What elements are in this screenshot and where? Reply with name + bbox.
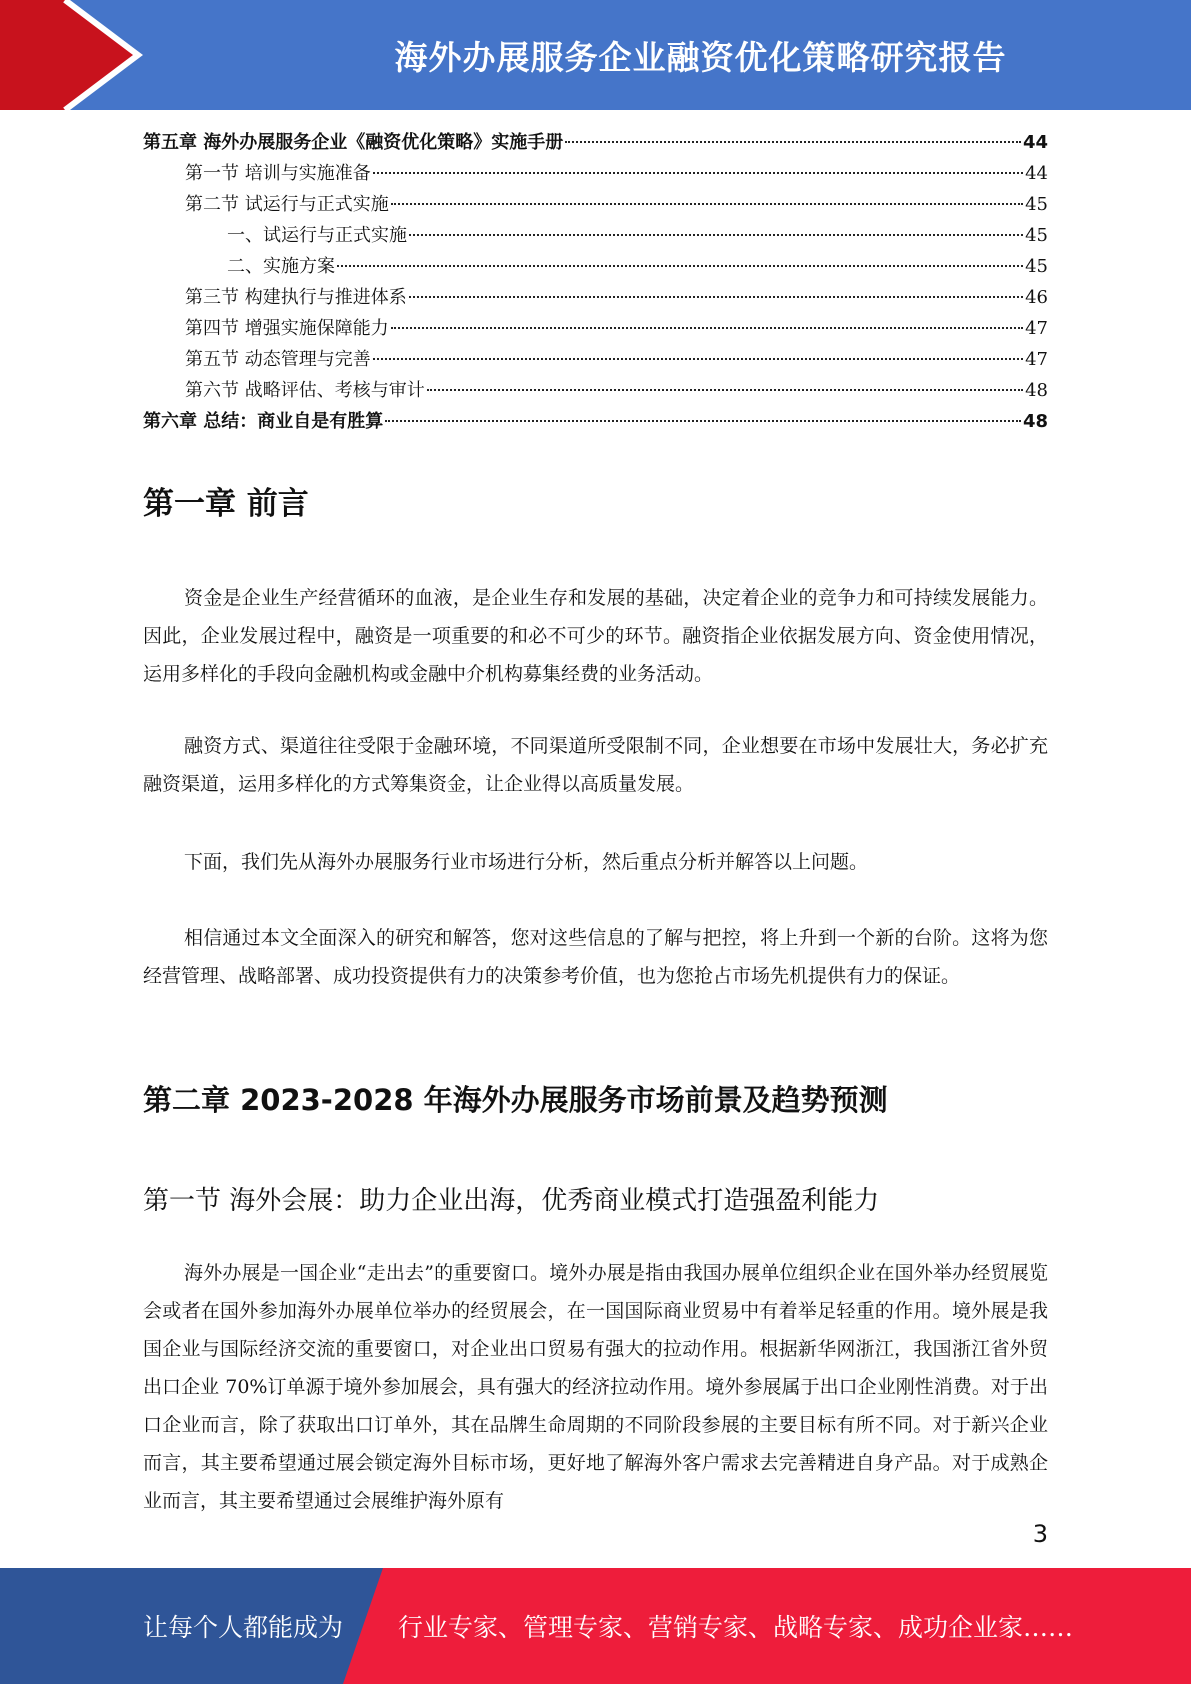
toc-page: 44 — [1025, 163, 1048, 184]
section-paragraph: 海外办展是一国企业“走出去”的重要窗口。境外办展是指由我国办展单位组织企业在国外举办经贸展览会或者在国外参加海外办展单位举办的经贸展会，在一国国际商业贸易中有着举足轻重的作用。境外展是我国企业与国际经济交流的重要窗口，对企业出口贸易有强大的拉动作用。根据新华网浙江，我国浙江省外贸出口企业 70%订单源于境外参加展会，具有强大的经济拉动作用。境外参展属于出口企业刚性消费。对于出口企业而言，除了获取出口订单外，其在品牌生命周期的不同阶段参展的主要目标有所不同。对于新兴企业而言，其主要希望通过展会锁定海外目标市场，更好地了解海外客户需求去完善精进自身产品。对于成熟企业而言，其主要希望通过会展维护海外原有 — [143, 1262, 1048, 1512]
toc-leader — [391, 203, 1023, 205]
toc-page: 45 — [1025, 256, 1048, 277]
toc-leader — [391, 327, 1023, 329]
toc-page: 46 — [1025, 287, 1048, 308]
section-heading: 第一节 海外会展：助力企业出海，优秀商业模式打造强盈利能力 — [143, 1186, 880, 1216]
toc-row[interactable] — [143, 159, 1048, 190]
toc-page: 45 — [1025, 194, 1048, 215]
toc-label: 第三节 构建执行与推进体系 — [185, 287, 407, 308]
chapter2-heading: 第二章 2023-2028 年海外办展服务市场前景及趋势预测 — [143, 1083, 888, 1117]
toc-page: 47 — [1025, 349, 1048, 370]
chapter1-paragraph: 资金是企业生产经营循环的血液，是企业生存和发展的基础，决定着企业的竞争力和可持续发展能力。因此，企业发展过程中，融资是一项重要的和必不可少的环节。融资指企业依据发展方向、资金使用情况，运用多样化的手段向金融机构或金融中介机构募集经费的业务活动。 — [143, 587, 1048, 685]
toc-page: 48 — [1025, 380, 1048, 401]
toc-label: 一、试运行与正式实施 — [227, 225, 407, 246]
chapter1-heading: 第一章 前言 — [143, 486, 309, 522]
toc-row[interactable] — [143, 252, 1048, 283]
toc-label: 第二节 试运行与正式实施 — [185, 194, 389, 215]
toc-leader — [409, 234, 1023, 236]
toc-label: 第五章 海外办展服务企业《融资优化策略》实施手册 — [143, 132, 564, 153]
toc-row[interactable] — [143, 128, 1048, 159]
toc-label: 第一节 培训与实施准备 — [185, 163, 371, 184]
toc-leader — [385, 420, 1021, 422]
toc-page: 45 — [1025, 225, 1048, 246]
toc-page: 48 — [1022, 411, 1048, 432]
header-title: 海外办展服务企业融资优化策略研究报告 — [394, 37, 1007, 77]
toc-row[interactable] — [143, 190, 1048, 221]
footer-slogan-right: 行业专家、管理专家、营销专家、战略专家、成功企业家…… — [398, 1613, 1074, 1642]
page-number: 3 — [1032, 1520, 1048, 1548]
toc-leader — [427, 389, 1023, 391]
footer-slogan-left: 让每个人都能成为 — [143, 1613, 344, 1642]
toc-leader — [409, 296, 1023, 298]
toc-row[interactable] — [143, 221, 1048, 252]
toc-leader — [565, 141, 1021, 143]
chapter1-paragraph: 融资方式、渠道往往受限于金融环境，不同渠道所受限制不同，企业想要在市场中发展壮大，务必扩充融资渠道，运用多样化的方式筹集资金，让企业得以高质量发展。 — [143, 735, 1048, 795]
toc-leader — [337, 265, 1023, 267]
chapter1-paragraph: 下面，我们先从海外办展服务行业市场进行分析，然后重点分析并解答以上问题。 — [184, 851, 869, 873]
toc-row[interactable] — [143, 345, 1048, 376]
toc-leader — [373, 358, 1023, 360]
toc-label: 第四节 增强实施保障能力 — [185, 318, 389, 339]
toc-label: 第六节 战略评估、考核与审计 — [185, 380, 425, 401]
toc-row[interactable] — [143, 376, 1048, 407]
toc-leader — [373, 172, 1023, 174]
table-of-contents — [143, 128, 1048, 438]
toc-label: 第五节 动态管理与完善 — [185, 349, 371, 370]
page-header — [0, 0, 1191, 110]
header-arrow-decoration — [0, 0, 160, 110]
toc-row[interactable] — [143, 407, 1048, 438]
toc-label: 第六章 总结：商业自是有胜算 — [143, 411, 384, 432]
toc-label: 二、实施方案 — [227, 256, 335, 277]
toc-row[interactable] — [143, 314, 1048, 345]
toc-row[interactable] — [143, 283, 1048, 314]
page-footer — [0, 1568, 1191, 1684]
toc-page: 47 — [1025, 318, 1048, 339]
chapter1-paragraph: 相信通过本文全面深入的研究和解答，您对这些信息的了解与把控，将上升到一个新的台阶。这将为您经营管理、战略部署、成功投资提供有力的决策参考价值，也为您抢占市场先机提供有力的保证。 — [143, 927, 1048, 987]
toc-page: 44 — [1022, 132, 1048, 153]
